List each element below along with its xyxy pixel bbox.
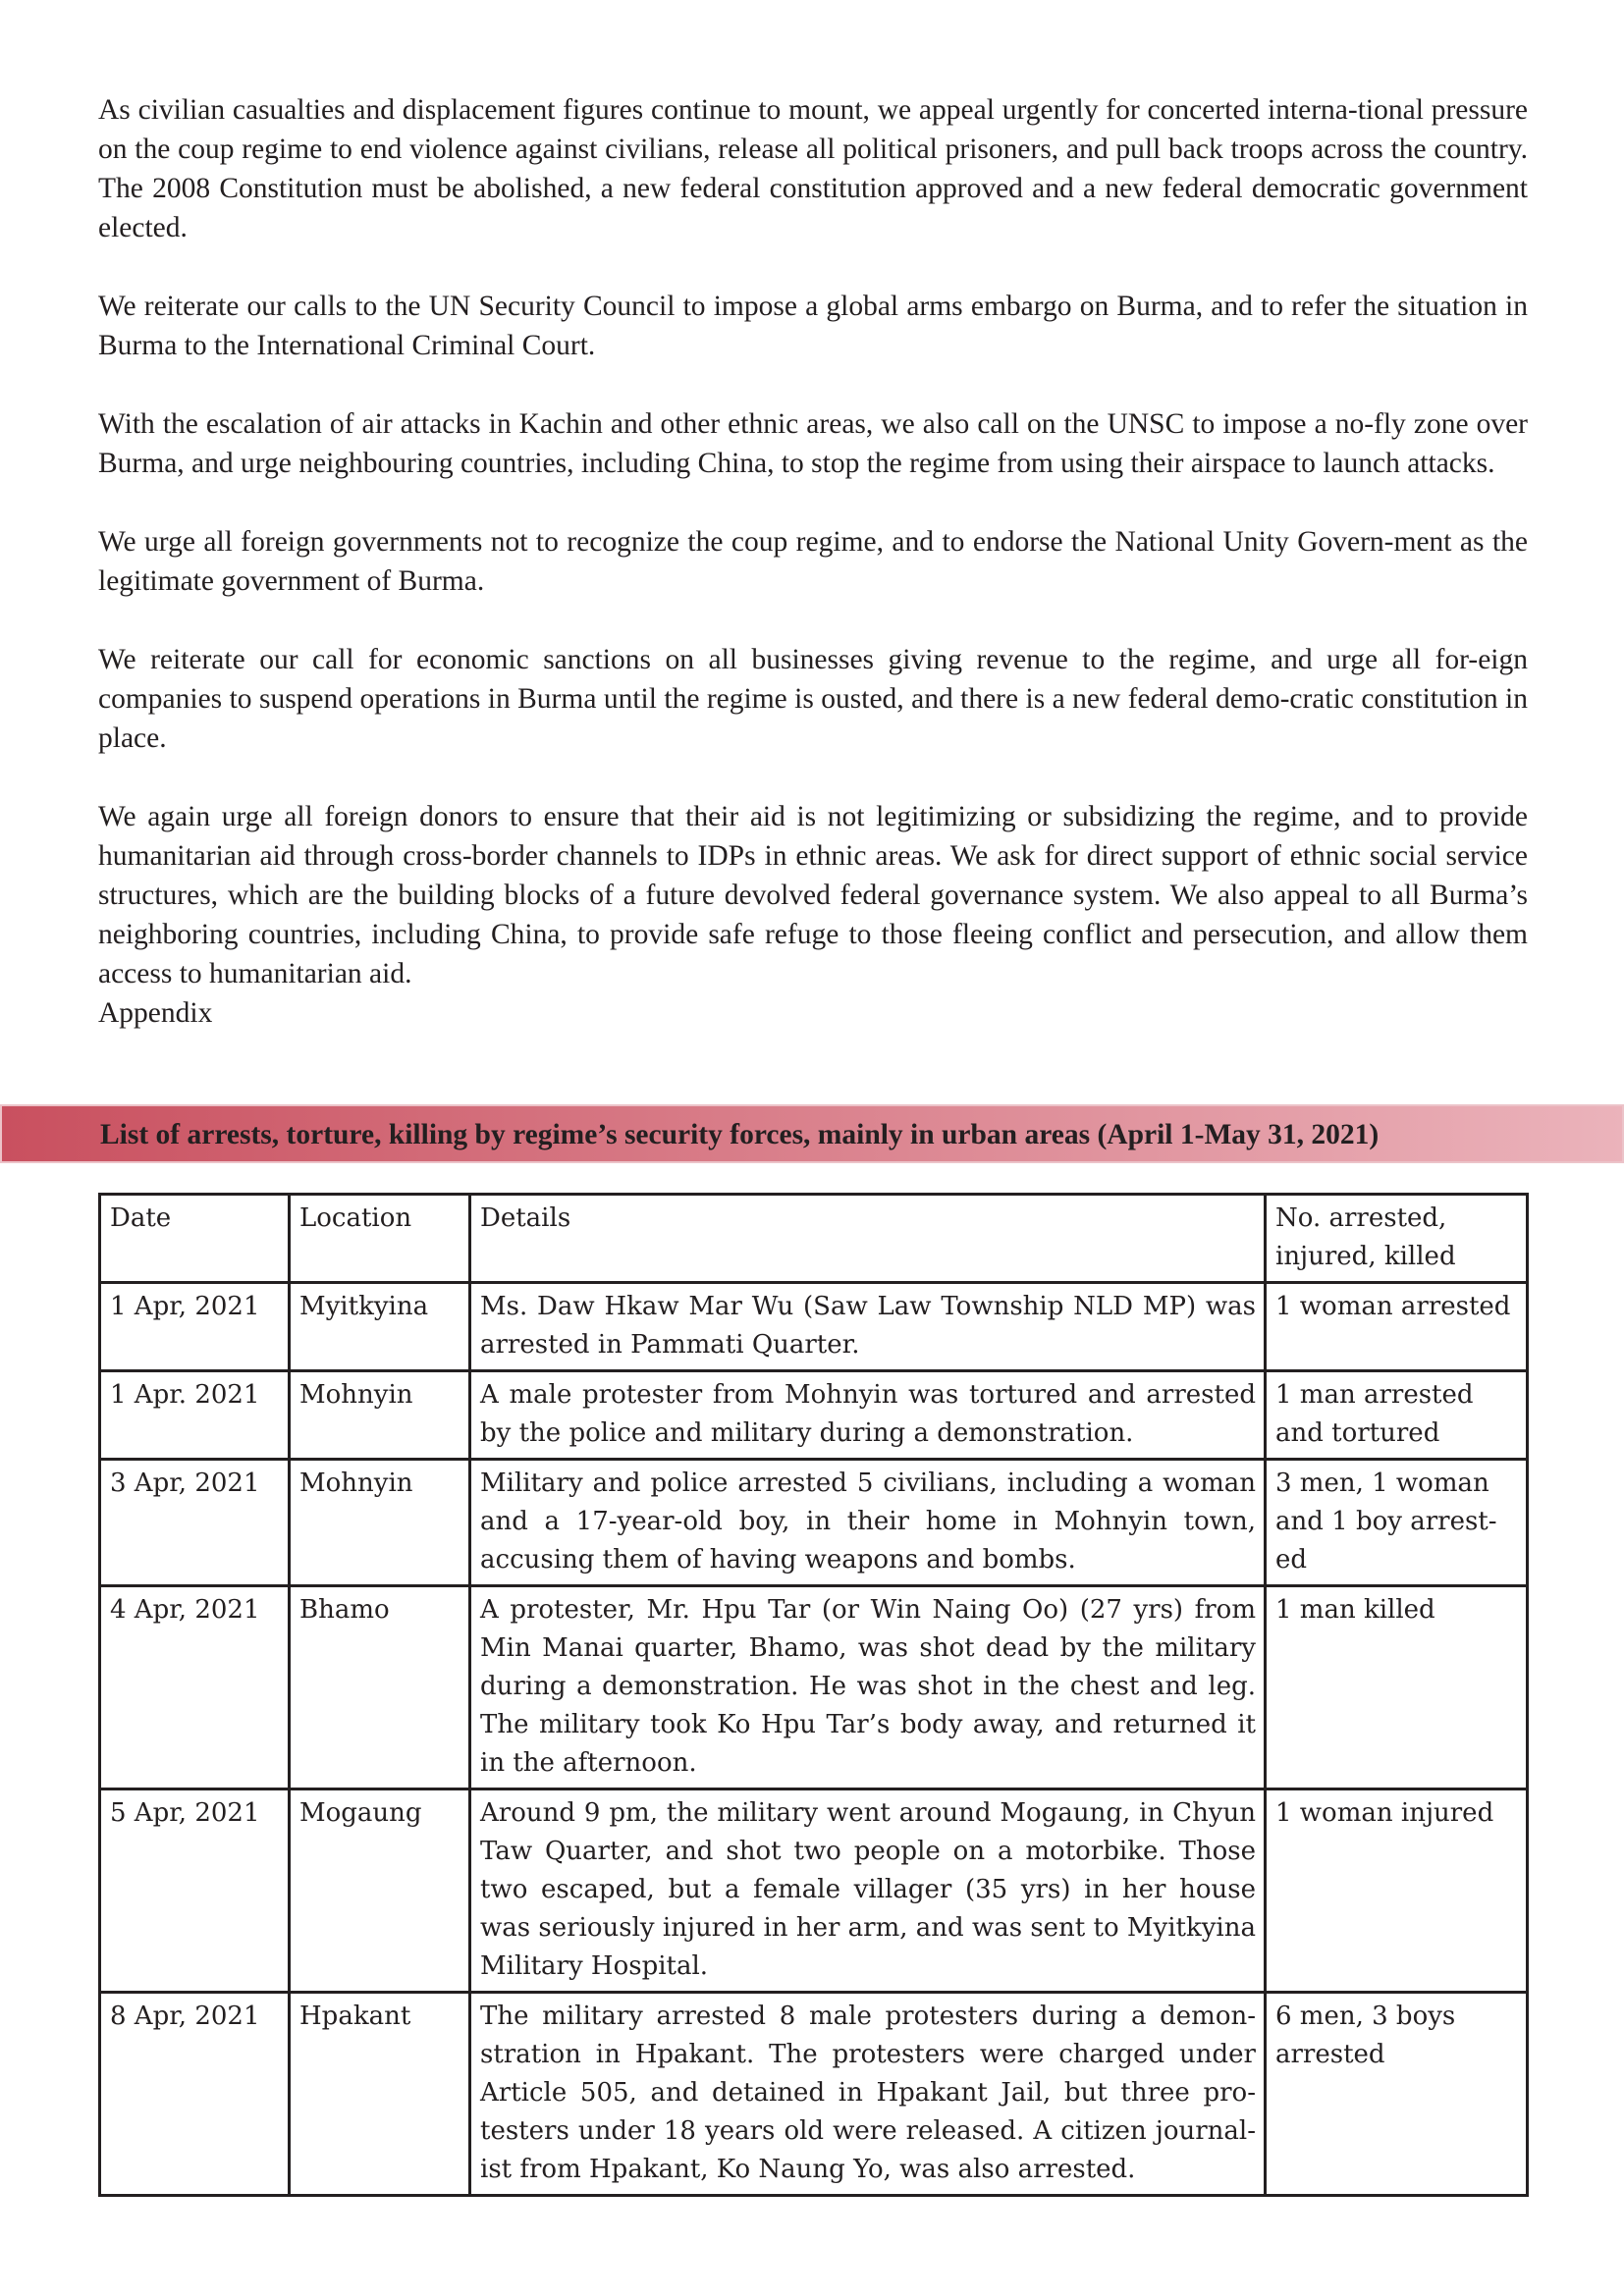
cell-location: Mohnyin xyxy=(290,1460,470,1586)
paragraph-no-fly-zone: With the escalation of air attacks in Kachin and other ethnic areas, we also call on the UNSC to impose a no-fly zone over Burma, and urge neighbouring countries, including China, to stop the regime from using their airspace to launch attacks. xyxy=(98,408,1528,479)
table-row xyxy=(100,1586,1528,1789)
paragraph-unsc-embargo: We reiterate our calls to the UN Security Council to impose a global arms embargo on Burma, and to refer the situation in Burma to the International Criminal Court. xyxy=(98,291,1528,361)
cell-location: Hpakant xyxy=(290,1993,470,2196)
cell-details: The military arrested 8 male protesters during a demon-stration in Hpakant. The protesters were charged under Article 505, and detained in Hpakant Jail, but three pro-testers under 18 years old were released. A citizen journal-ist from Hpakant, Ko Naung Yo, was also arrested. xyxy=(470,1993,1266,2196)
cell-details: Around 9 pm, the military went around Mogaung, in Chyun Taw Quarter, and shot two people on a motorbike. Those two escaped, but a female villager (35 yrs) in her house was seriously injured in her arm, and was sent to Myitkyina Military Hospital. xyxy=(470,1789,1266,1993)
cell-date: 3 Apr, 2021 xyxy=(100,1460,290,1586)
incident-table-container xyxy=(98,1193,1526,2197)
cell-date: 4 Apr, 2021 xyxy=(100,1586,290,1789)
table-title-banner xyxy=(0,1104,1624,1163)
paragraph-recognition: We urge all foreign governments not to recognize the coup regime, and to endorse the National Unity Govern-ment as the legitimate government of Burma. xyxy=(98,526,1528,597)
paragraph-appeal-pressure: As civilian casualties and displacement figures continue to mount, we appeal urgently for concerted interna-tional pressure on the coup regime to end violence against civilians, release all political prisoners, and pull back troops across the country. The 2008 Constitution must be abolished, a new federal constitution approved and a new federal democratic government elected. xyxy=(98,94,1528,243)
incident-table xyxy=(98,1193,1529,2197)
cell-details: Ms. Daw Hkaw Mar Wu (Saw Law Township NLD MP) was arrested in Pammati Quarter. xyxy=(470,1283,1266,1371)
cell-date: 1 Apr, 2021 xyxy=(100,1283,290,1371)
header-count: No. arrested, injured, killed xyxy=(1266,1195,1528,1283)
cell-details: A protester, Mr. Hpu Tar (or Win Naing Oo) (27 yrs) from Min Manai quarter, Bhamo, was shot dead by the military during a demonstration. He was shot in the chest and leg. The military took Ko Hpu Tar’s body away, and returned it in the afternoon. xyxy=(470,1586,1266,1789)
table-title: List of arrests, torture, killing by regime’s security forces, mainly in urban areas (April 1-May 31, 2021) xyxy=(100,1119,1380,1150)
cell-location: Myitkyina xyxy=(290,1283,470,1371)
cell-count: 3 men, 1 woman and 1 boy arrest-ed xyxy=(1266,1460,1528,1586)
appendix-label: Appendix xyxy=(98,997,213,1029)
header-location: Location xyxy=(290,1195,470,1283)
header-details: Details xyxy=(470,1195,1266,1283)
cell-count: 6 men, 3 boys arrested xyxy=(1266,1993,1528,2196)
cell-location: Bhamo xyxy=(290,1586,470,1789)
cell-count: 1 man killed xyxy=(1266,1586,1528,1789)
cell-date: 8 Apr, 2021 xyxy=(100,1993,290,2196)
table-header-row xyxy=(100,1195,1528,1283)
body-text xyxy=(98,90,1528,1033)
cell-count: 1 woman arrested xyxy=(1266,1283,1528,1371)
cell-location: Mohnyin xyxy=(290,1371,470,1460)
cell-count: 1 woman injured xyxy=(1266,1789,1528,1993)
cell-details: Military and police arrested 5 civilians, including a woman and a 17-year-old boy, in their home in Mohnyin town, accusing them of having weapons and bombs. xyxy=(470,1460,1266,1586)
table-row xyxy=(100,1283,1528,1371)
cell-date: 5 Apr, 2021 xyxy=(100,1789,290,1993)
paragraph-sanctions: We reiterate our call for economic sanctions on all businesses giving revenue to the regime, and urge all for-eign companies to suspend operations in Burma until the regime is ousted, and there is a new federal demo-cratic constitution in place. xyxy=(98,644,1528,754)
table-row xyxy=(100,1789,1528,1993)
cell-date: 1 Apr. 2021 xyxy=(100,1371,290,1460)
cell-details: A male protester from Mohnyin was tortured and arrested by the police and military during a demonstration. xyxy=(470,1371,1266,1460)
paragraph-aid: We again urge all foreign donors to ensure that their aid is not legitimizing or subsidizing the regime, and to provide humanitarian aid through cross-border channels to IDPs in ethnic areas. We ask for direct support of ethnic social service structures, which are the building blocks of a future devolved federal governance system. We also appeal to all Burma’s neighboring countries, including China, to provide safe refuge to those fleeing conflict and persecution, and allow them access to humanitarian aid. xyxy=(98,801,1528,989)
table-row xyxy=(100,1460,1528,1586)
table-row xyxy=(100,1371,1528,1460)
cell-location: Mogaung xyxy=(290,1789,470,1993)
table-row xyxy=(100,1993,1528,2196)
cell-count: 1 man arrested and tortured xyxy=(1266,1371,1528,1460)
header-date: Date xyxy=(100,1195,290,1283)
